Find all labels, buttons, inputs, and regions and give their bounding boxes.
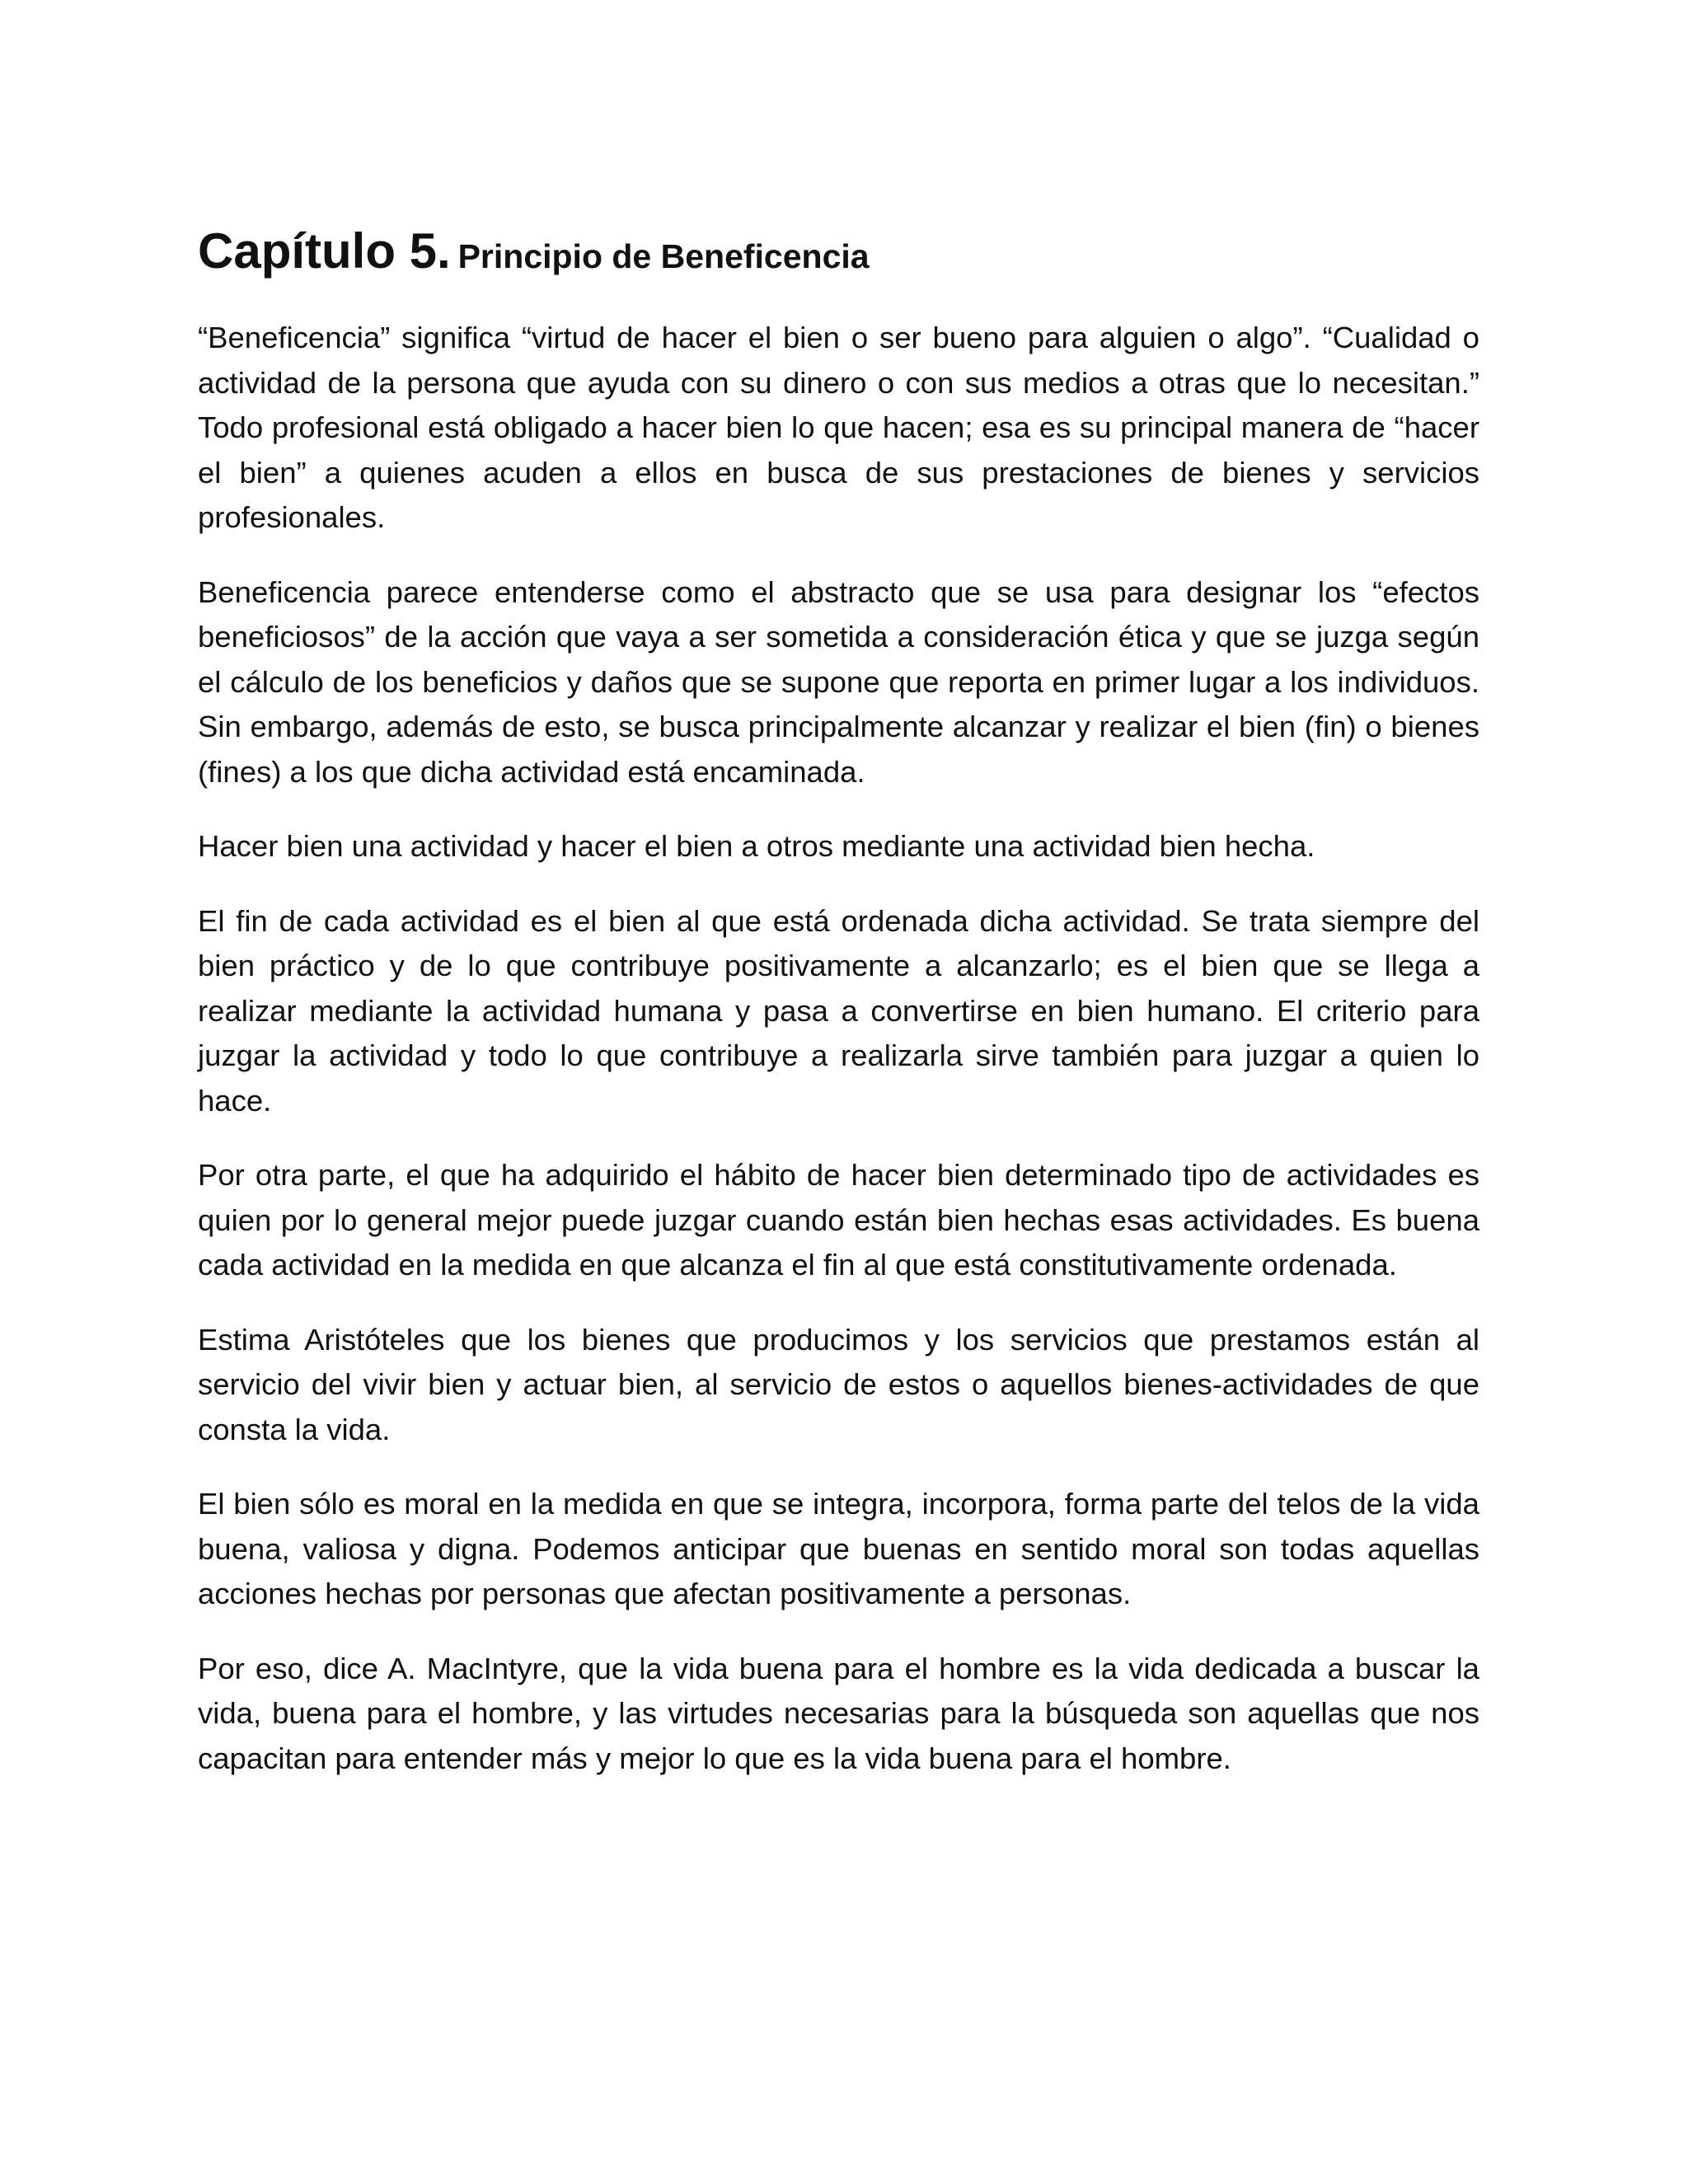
chapter-heading [198,223,1479,279]
paragraph-7: El bien sólo es moral en la medida en que se integra, incorpora, forma parte del telos de la vida buena, valiosa y digna. Podemos anticipar que buenas en sentido moral son todas aquellas acciones hechas por personas que afectan positivamente a personas. [198,1487,1479,1610]
paragraph-2: Beneficencia parece entenderse como el abstracto que se usa para designar los “efectos beneficiosos” de la acción que vaya a ser sometida a consideración ética y que se juzga según el cálculo de los beneficios y daños que se supone que reporta en primer lugar a los individuos. Sin embargo, además de esto, se busca principalmente alcanzar y realizar el bien (fin) o bienes (fines) a los que dicha actividad está encaminada. [198,574,1479,789]
paragraph-3: Hacer bien una actividad y hacer el bien a otros mediante una actividad bien hecha. [198,829,1315,863]
paragraph-1: “Beneficencia” significa “virtud de hacer el bien o ser bueno para alguien o algo”. “Cualidad o actividad de la persona que ayuda con su dinero o con sus medios a otras que lo necesitan.” Todo profesional está obligado a hacer bien lo que hacen; esa es su principal manera de “hacer el bien” a quienes acuden a ellos en busca de sus prestaciones de bienes y servicios profesionales. [198,321,1479,534]
chapter-number: Capítulo 5. [198,223,451,279]
paragraph-4: El fin de cada actividad es el bien al que está ordenada dicha actividad. Se trata siempre del bien práctico y de lo que contribuye positivamente a alcanzarlo; es el bien que se llega a realizar mediante la actividad humana y pasa a convertirse en bien humano. El criterio para juzgar la actividad y todo lo que contribuye a realizarla sirve también para juzgar a quien lo hace. [198,903,1479,1118]
paragraph-6: Estima Aristóteles que los bienes que producimos y los servicios que prestamos están al servicio del vivir bien y actuar bien, al servicio de estos o aquellos bienes-actividades de que consta la vida. [198,1322,1479,1446]
document-page [198,223,1479,1811]
paragraph-8: Por eso, dice A. MacIntyre, que la vida buena para el hombre es la vida dedicada a buscar la vida, buena para el hombre, y las virtudes necesarias para la búsqueda son aquellas que nos capacitan para entender más y mejor lo que es la vida buena para el hombre. [198,1651,1479,1775]
chapter-title: Principio de Beneficencia [457,237,870,275]
paragraph-5: Por otra parte, el que ha adquirido el hábito de hacer bien determinado tipo de actividades es quien por lo general mejor puede juzgar cuando están bien hechas esas actividades. Es buena cada actividad en la medida en que alcanza el fin al que está constitutivamente ordenada. [198,1158,1479,1282]
